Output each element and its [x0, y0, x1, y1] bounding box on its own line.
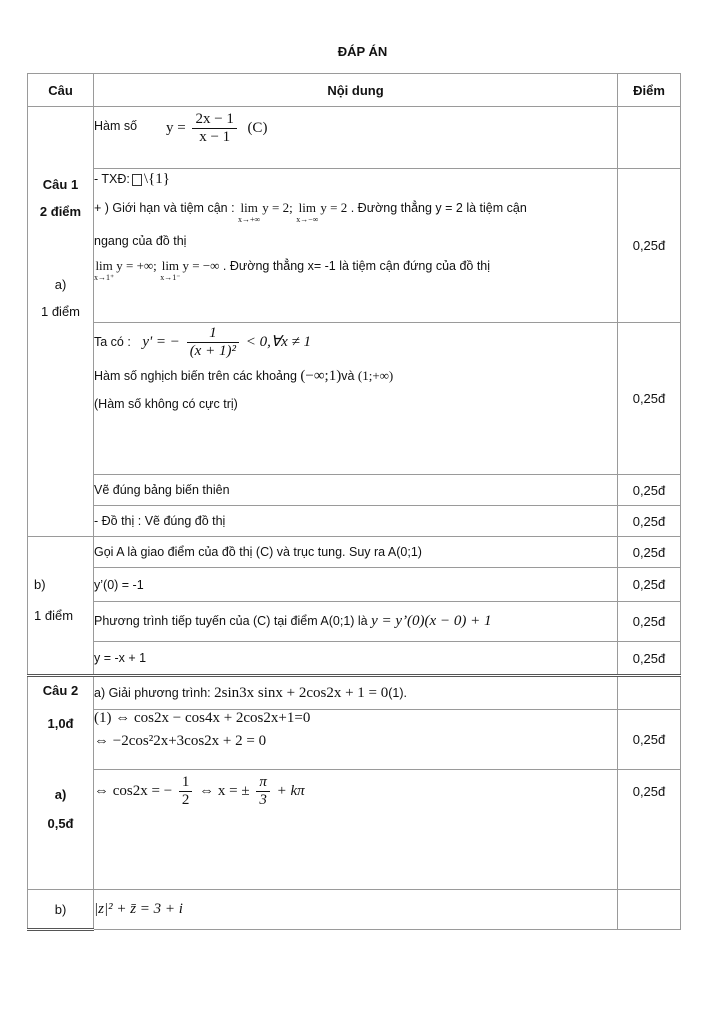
q1-r1-text: Hàm số	[94, 119, 138, 133]
q2-part-a: a)	[54, 787, 67, 802]
answer-table	[27, 73, 681, 931]
table-row	[28, 770, 681, 890]
q1-b3-text: Phương trình tiếp tuyến của (C) tại điểm A(0;1) là	[94, 614, 368, 628]
q2-r1-text: a) Giải phương trình:	[94, 685, 211, 700]
q1-b3-points: 0,25đ	[618, 602, 681, 642]
q1-txd-set: \{1}	[143, 171, 170, 187]
deriv-num: 1	[187, 325, 239, 343]
q1-lim2: y = 2	[320, 200, 348, 215]
q1-lim3: y = +∞;	[116, 258, 157, 273]
q1-label: Câu 1	[42, 177, 79, 192]
lim-sub: x→1⁻	[160, 273, 181, 282]
header-diem: Điểm	[618, 74, 681, 107]
q1-label-cell	[28, 107, 94, 537]
q1-r1	[94, 107, 618, 169]
q2-part-a-points: 0,5đ	[47, 816, 74, 831]
q1-r1-points	[618, 107, 681, 169]
q1-txd-label: - TXĐ:	[94, 172, 130, 186]
table-row	[28, 475, 681, 506]
q1-lim4: y = −∞	[182, 258, 220, 273]
q1-r4: Vẽ đúng bảng biến thiên	[94, 475, 618, 506]
q1-part-b: b)	[34, 577, 46, 592]
q2-frac1-den: 2	[181, 792, 190, 808]
q1-b1-points: 0,25đ	[618, 537, 681, 568]
q1-b4-points: 0,25đ	[618, 642, 681, 676]
q1-interval2: (1;+∞)	[357, 368, 394, 383]
q2-sol-a: ⇔ cos2x = −	[94, 782, 173, 799]
table-row	[28, 568, 681, 602]
q1-part-b-cell	[28, 537, 94, 676]
q2-part-b: b)	[28, 890, 94, 930]
q1-ngang-text: . Đường thẳng y = 2 là tiệm cận	[350, 201, 527, 215]
table-row	[28, 107, 681, 169]
q2-points: 1,0đ	[47, 716, 74, 731]
lim-text: lim	[161, 258, 180, 273]
q1-taco: Ta có :	[94, 334, 131, 349]
table-row	[28, 642, 681, 676]
q1-r3	[94, 323, 618, 475]
q2-solution	[94, 774, 305, 809]
q1-derivative	[142, 325, 311, 359]
q1-part-b-points: 1 điểm	[34, 608, 74, 623]
q1-r2	[94, 169, 618, 323]
q1-r5: - Đồ thị : Vẽ đúng đồ thị	[94, 506, 618, 537]
q2-r2	[94, 710, 618, 770]
table-header-row	[28, 74, 681, 107]
header-cau: Câu	[28, 74, 94, 107]
q1-part-a: a)	[54, 277, 67, 292]
q1-part-a-points: 1 điểm	[40, 304, 81, 319]
table-row	[28, 602, 681, 642]
q2-b-points	[618, 890, 681, 930]
q2-b-math: |z|² + z̄ = 3 + i	[94, 901, 183, 917]
q1-b3	[94, 602, 618, 642]
q2-r1-points	[618, 676, 681, 710]
q2-frac2-num: π	[256, 774, 270, 792]
q1-b1: Gọi A là giao điểm của đồ thị (C) và trục tung. Suy ra A(0;1)	[94, 537, 618, 568]
table-row	[28, 676, 681, 710]
q1-b3-math: y = y’(0)(x − 0) + 1	[371, 613, 492, 629]
page-title: ĐÁP ÁN	[337, 44, 388, 59]
q1-b2: y’(0) = -1	[94, 568, 618, 602]
q2-r2-line2: ⇔ −2cos²2x+3cos2x + 2 = 0	[94, 733, 267, 749]
q1-ngang-text2: ngang của đồ thị	[94, 234, 187, 248]
q2-r1-end: (1).	[388, 685, 407, 700]
q1-nb-text: Hàm số nghịch biến trên các khoảng	[94, 369, 297, 383]
q2-sol-b: ⇔ x = ±	[199, 782, 250, 799]
q1-r3-points: 0,25đ	[618, 323, 681, 475]
table-row	[28, 323, 681, 475]
q1-interval1: (−∞;1)	[300, 368, 342, 384]
q1-gioi-han-label: + ) Giới hạn và tiệm cận :	[94, 201, 235, 215]
q2-label: Câu 2	[42, 683, 79, 698]
lim-text: lim	[240, 200, 258, 215]
q1-note: (Hàm số không có cực trị)	[94, 397, 238, 411]
q1-points: 2 điểm	[39, 204, 82, 219]
q1-r5-points: 0,25đ	[618, 506, 681, 537]
q2-equation: 2sin3x sinx + 2cos2x + 1 = 0	[214, 684, 389, 701]
table-row	[28, 169, 681, 323]
q2-r3-points: 0,25đ	[618, 770, 681, 890]
q2-r3	[94, 770, 618, 890]
q2-sol-c: + kπ	[276, 782, 305, 799]
q1-b4: y = -x + 1	[94, 642, 618, 676]
q1-dung-text: . Đường thẳng x= -1 là tiệm cận đứng của đồ thị	[222, 259, 491, 273]
deriv-den: (x + 1)²	[189, 343, 236, 359]
q2-frac2-den: 3	[259, 792, 267, 808]
q2-frac1-num: 1	[179, 774, 193, 792]
q2-b	[94, 890, 618, 930]
deriv-lhs: y' = −	[142, 333, 180, 350]
q1-r4-points: 0,25đ	[618, 475, 681, 506]
lim-text: lim	[95, 258, 113, 273]
q2-r1	[94, 676, 618, 710]
lim-sub: x→−∞	[296, 215, 319, 224]
table-row	[28, 506, 681, 537]
header-noi-dung: Nội dung	[94, 74, 618, 107]
lim-text: lim	[298, 200, 316, 215]
q1-r2-points: 0,25đ	[618, 169, 681, 323]
deriv-rest: < 0,∀x ≠ 1	[245, 333, 311, 350]
q1-function-formula: y = $\frac{2x - 1}{x - 1}$ (C)	[166, 111, 268, 145]
table-row	[28, 710, 681, 770]
q1-b2-points: 0,25đ	[618, 568, 681, 602]
q2-r2-points: 0,25đ	[618, 710, 681, 770]
lim-sub: x→1⁺	[94, 273, 115, 282]
real-set-icon	[132, 174, 142, 186]
lim-sub: x→+∞	[238, 215, 261, 224]
q2-label-cell	[28, 676, 94, 890]
table-row	[28, 890, 681, 930]
q2-r2-line1: (1) ⇔ cos2x − cos4x + 2cos2x+1=0	[94, 710, 311, 726]
q1-lim1: y = 2;	[262, 200, 293, 215]
table-row	[28, 537, 681, 568]
q1-va: và	[341, 369, 355, 383]
